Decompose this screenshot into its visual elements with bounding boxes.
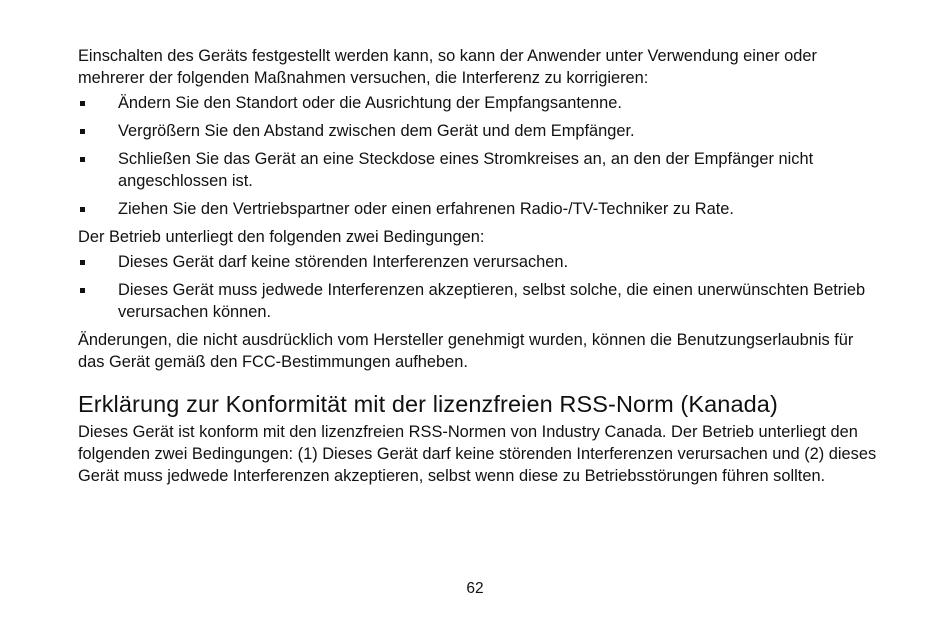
list-item — [78, 198, 878, 220]
bullet-icon — [80, 101, 85, 106]
page-number: 62 — [466, 580, 484, 597]
list-item — [78, 279, 878, 323]
document-page — [78, 45, 878, 487]
bullet-icon — [80, 260, 85, 265]
bullet-icon — [80, 207, 85, 212]
list-item-text: Dieses Gerät darf keine störenden Interferenzen verursachen. — [118, 253, 569, 271]
bullet-icon — [80, 288, 85, 293]
measures-list — [78, 92, 878, 220]
list-item — [78, 148, 878, 192]
changes-note: Änderungen, die nicht ausdrücklich vom Hersteller genehmigt wurden, können die Benutzungserlaubnis für das Gerät gemäß den FCC-Bestimmungen aufheben. — [78, 331, 854, 371]
list-item-text: Vergrößern Sie den Abstand zwischen dem Gerät und dem Empfänger. — [118, 122, 635, 140]
list-item — [78, 120, 878, 142]
bullet-icon — [80, 157, 85, 162]
conditions-list — [78, 251, 878, 323]
intro-paragraph: Einschalten des Geräts festgestellt werden kann, so kann der Anwender unter Verwendung einer oder mehrerer der folgenden Maßnahmen versuchen, die Interferenz zu korrigieren: — [78, 47, 817, 87]
bullet-icon — [80, 129, 85, 134]
list-item-text: Ändern Sie den Standort oder die Ausrichtung der Empfangsantenne. — [118, 94, 622, 112]
rss-paragraph: Dieses Gerät ist konform mit den lizenzfreien RSS-Normen von Industry Canada. Der Betrieb unterliegt den folgenden zwei Bedingungen: (1) Dieses Gerät darf keine störenden Interferenzen verursachen und (2) dieses Gerät muss jedwede Interferenzen akzeptieren, selbst wenn diese zu Betriebsstörungen führen sollten. — [78, 423, 877, 485]
list-item-text: Schließen Sie das Gerät an eine Steckdose eines Stromkreises an, an den der Empfänger nicht angeschlossen ist. — [118, 150, 814, 190]
conditions-intro: Der Betrieb unterliegt den folgenden zwei Bedingungen: — [78, 228, 485, 246]
list-item — [78, 92, 878, 114]
list-item-text: Dieses Gerät muss jedwede Interferenzen akzeptieren, selbst solche, die einen unerwünschten Betrieb verursachen können. — [118, 281, 866, 321]
list-item — [78, 251, 878, 273]
list-item-text: Ziehen Sie den Vertriebspartner oder einen erfahrenen Radio-/TV-Techniker zu Rate. — [118, 200, 734, 218]
section-heading: Erklärung zur Konformität mit der lizenzfreien RSS-Norm (Kanada) — [78, 391, 778, 417]
